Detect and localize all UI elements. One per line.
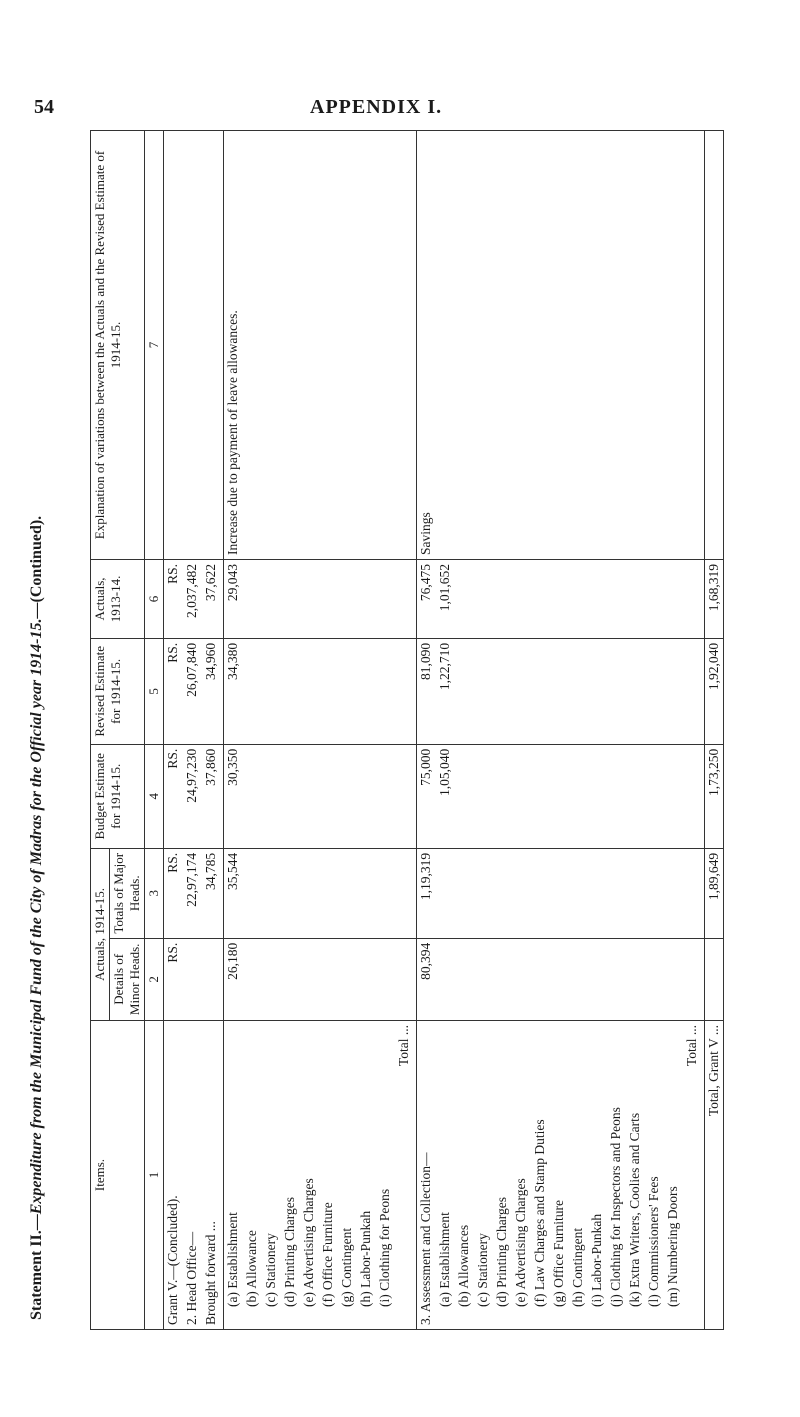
col-number: 7	[145, 131, 164, 560]
col-budget: Budget Estimate for 1914-15.	[91, 744, 145, 848]
as-total-budget: 1,05,040	[437, 748, 452, 796]
col-number: 2	[145, 938, 164, 1020]
ho-establishment-actual: 26,180	[225, 942, 240, 980]
budget-cell	[164, 744, 224, 848]
ho-total-revised-cell	[224, 638, 417, 744]
as-details	[417, 938, 705, 1020]
as-item: (d) Printing Charges	[494, 1197, 509, 1307]
ho-item: (h) Labor-Punkah	[358, 1210, 373, 1307]
ho-item: (c) Stationery	[263, 1233, 278, 1307]
as-total-val-cell	[417, 848, 705, 938]
explanation-savings: Savings	[418, 512, 433, 555]
unit-rs: RS.	[165, 748, 180, 769]
items-cell	[164, 1021, 224, 1330]
col-number: 5	[145, 638, 164, 744]
ho-item: (a) Establishment	[225, 1212, 240, 1307]
ho-totals: 34,785	[203, 852, 218, 890]
unit-rs: RS.	[165, 942, 180, 963]
as-total-label: Total ...	[684, 1025, 699, 1067]
col-actuals-prev: Actuals, 1913-14.	[91, 560, 145, 639]
as-total-revised: 1,22,710	[437, 642, 452, 691]
col-number: 3	[145, 848, 164, 938]
as-item: (g) Office Furniture	[551, 1200, 566, 1307]
as-total-prev: 1,01,652	[437, 564, 452, 612]
col-actuals: Actuals, 1914-15.	[91, 848, 110, 1020]
title-suffix: (Continued).	[28, 515, 45, 603]
as-item: (c) Stationery	[475, 1233, 490, 1307]
as-item: (k) Extra Writers, Coolies and Carts	[627, 1112, 642, 1307]
ho-item: (f) Office Furniture	[320, 1202, 335, 1307]
as-item: (b) Allowances	[456, 1224, 471, 1307]
ho-item: (i) Clothing for Peons	[377, 1188, 392, 1307]
as-prev-cell	[417, 560, 705, 639]
ho-item: (b) Allowance	[244, 1230, 259, 1307]
statement-title	[28, 120, 46, 1320]
explanation-note-cell	[224, 131, 417, 560]
as-item: (j) Clothing for Inspectors and Peons	[608, 1107, 623, 1307]
ho-total-revised: 34,380	[225, 642, 240, 681]
col-revised: Revised Estimate for 1914-15.	[91, 638, 145, 744]
ho-total-prev-cell	[224, 560, 417, 639]
as-budget-cell	[417, 744, 705, 848]
unit-rs: RS.	[165, 642, 180, 663]
as-establishment-actual: 80,394	[418, 942, 433, 980]
assessment-heading: 3. Assessment and Collection—	[418, 1152, 433, 1325]
ho-items-cell	[224, 1021, 417, 1330]
ho-total-budget-cell	[224, 744, 417, 848]
grant-total-budget: 1,73,250	[705, 744, 724, 848]
as-budget: 75,000	[418, 748, 433, 786]
grant-total-revised: 1,92,040	[705, 638, 724, 744]
ho-revised: 34,960	[203, 642, 218, 681]
ho-total-budget: 30,350	[225, 748, 240, 786]
title-prefix: Statement II.—	[28, 1214, 45, 1320]
savings-cell	[417, 131, 705, 560]
totals-cell	[164, 848, 224, 938]
as-prev: 76,475	[418, 564, 433, 602]
col-number: 4	[145, 744, 164, 848]
prev-cell	[164, 560, 224, 639]
bf-revised: 26,07,840	[184, 642, 199, 697]
title-main: Expenditure from the Municipal Fund of the City of Madras for the Official year 1914-15.—	[28, 602, 45, 1215]
col-number: 1	[145, 1021, 164, 1330]
statement-table	[90, 130, 724, 1330]
details-cell	[164, 938, 224, 1020]
as-item: (h) Contingent	[570, 1227, 585, 1307]
page-number: 54	[34, 96, 54, 118]
unit-rs: RS.	[165, 852, 180, 873]
grant-heading: Grant V.—(Concluded).	[165, 1195, 180, 1325]
col-items: Items.	[91, 1021, 145, 1330]
ho-item: (d) Printing Charges	[282, 1197, 297, 1307]
explanation-note: Increase due to payment of leave allowances.	[225, 310, 240, 555]
ho-item: (e) Advertising Charges	[301, 1178, 316, 1307]
bf-totals: 22,97,174	[184, 852, 199, 907]
page-header	[0, 0, 800, 130]
ho-item: (g) Contingent	[339, 1227, 354, 1307]
ho-total-val: 35,544	[225, 852, 240, 890]
as-item: (m) Numbering Doors	[665, 1186, 680, 1307]
unit-rs: RS.	[165, 564, 180, 584]
appendix-heading: APPENDIX I.	[310, 96, 443, 118]
as-item: (a) Establishment	[437, 1212, 452, 1307]
ho-total-val-cell	[224, 848, 417, 938]
brought-forward-label: Brought forward ...	[203, 1221, 218, 1325]
ho-details	[224, 938, 417, 1020]
ho-prev: 37,622	[203, 564, 218, 602]
grant-total-val: 1,89,649	[705, 848, 724, 938]
as-item: (e) Advertising Charges	[513, 1178, 528, 1307]
revised-cell	[164, 638, 224, 744]
statement-table-container	[90, 130, 790, 1330]
ho-total-label: Total ...	[396, 1025, 411, 1067]
col-details: Details of Minor Heads.	[110, 938, 145, 1020]
ho-total-prev: 29,043	[225, 564, 240, 602]
col-number: 6	[145, 560, 164, 639]
ho-budget: 37,860	[203, 748, 218, 786]
as-items-cell	[417, 1021, 705, 1330]
as-item: (i) Labor-Punkah	[589, 1213, 604, 1307]
col-explanation: Explanation of variations between the Actuals and the Revised Estimate of 1914-15.	[91, 131, 145, 560]
head-office-heading: 2. Head Office—	[184, 1231, 199, 1325]
as-total-val: 1,19,319	[418, 852, 433, 901]
bf-budget: 24,97,230	[184, 748, 199, 803]
col-totals: Totals of Major Heads.	[110, 848, 145, 938]
as-revised-cell	[417, 638, 705, 744]
as-item: (l) Commissioners' Fees	[646, 1176, 661, 1307]
as-revised: 81,090	[418, 642, 433, 681]
grant-total-expl	[705, 131, 724, 560]
as-item: (f) Law Charges and Stamp Duties	[532, 1119, 547, 1307]
grant-total-details	[705, 938, 724, 1020]
explanation-cell	[164, 131, 224, 560]
grant-total-prev: 1,68,319	[705, 560, 724, 639]
bf-prev: 2,037,482	[184, 564, 199, 618]
grant-total-label: Total, Grant V ...	[705, 1021, 724, 1330]
